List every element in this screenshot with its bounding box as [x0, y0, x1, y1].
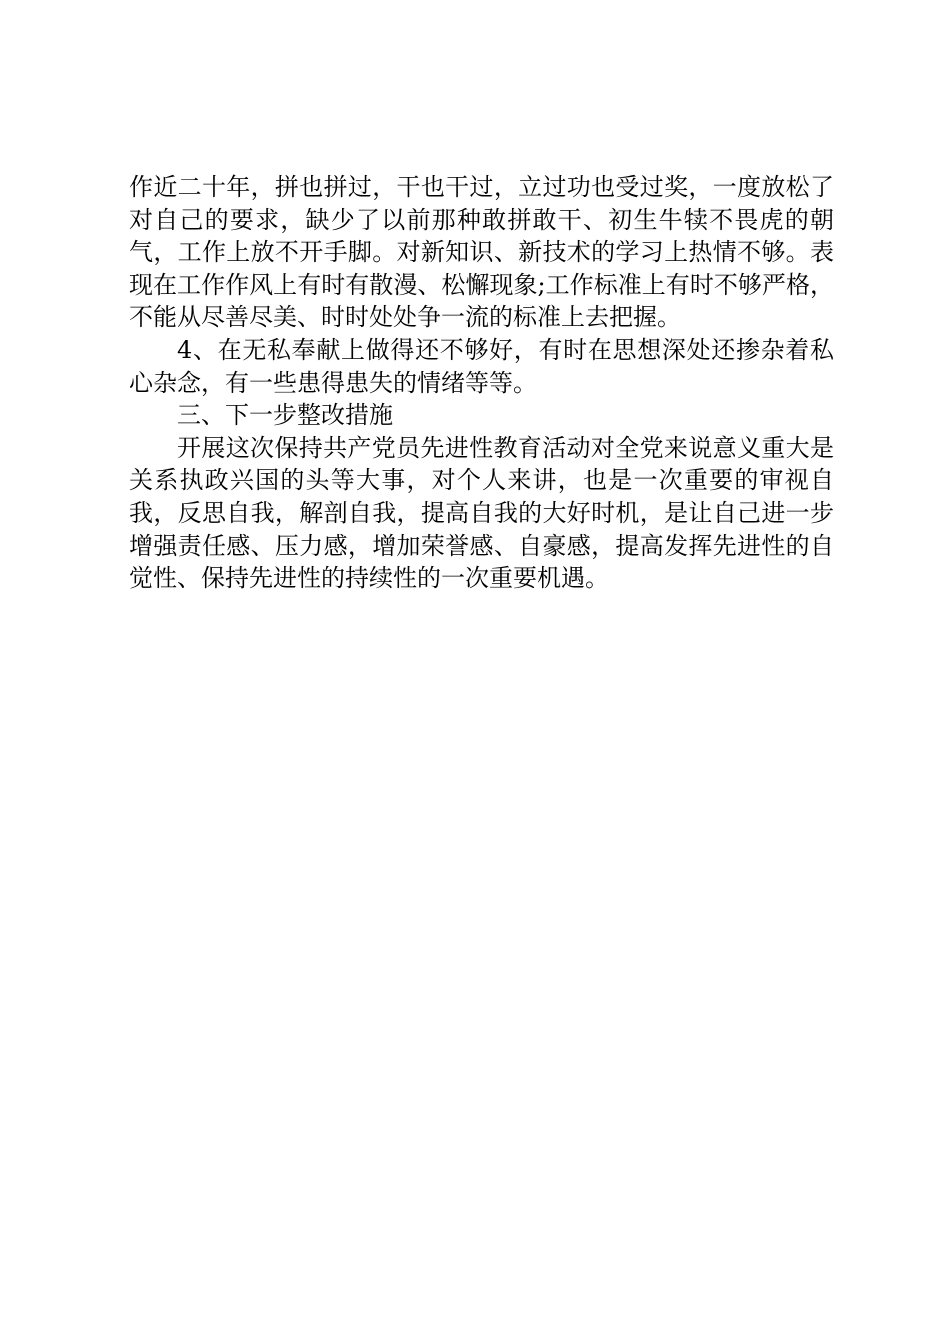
paragraph-measures: 开展这次保持共产党员先进性教育活动对全党来说意义重大是关系执政兴国的头等大事，对个人来讲，也是一次重要的审视自我，反思自我，解剖自我，提高自我的大好时机，是让自己进一步增强责任感、压力感，增加荣誉感、自豪感，提高发挥先进性的自觉性、保持先进性的持续性的一次重要机遇。: [129, 433, 834, 593]
section-heading-3: 三、下一步整改措施: [177, 401, 393, 430]
document-body: [129, 171, 834, 595]
paragraph-continuation: 作近二十年，拼也拼过，干也干过，立过功也受过奖，一度放松了对自己的要求，缺少了以前那种敢拼敢干、初生牛犊不畏虎的朝气，工作上放不开手脚。对新知识、新技术的学习上热情不够。表现在工作作风上有时有散漫、松懈现象;工作标准上有时不够严格，不能从尽善尽美、时时处处争一流的标准上去把握。: [129, 173, 834, 332]
paragraph-item-4: 4、在无私奉献上做得还不够好，有时在思想深处还掺杂着私心杂念，有一些患得患失的情绪等等。: [129, 335, 834, 397]
